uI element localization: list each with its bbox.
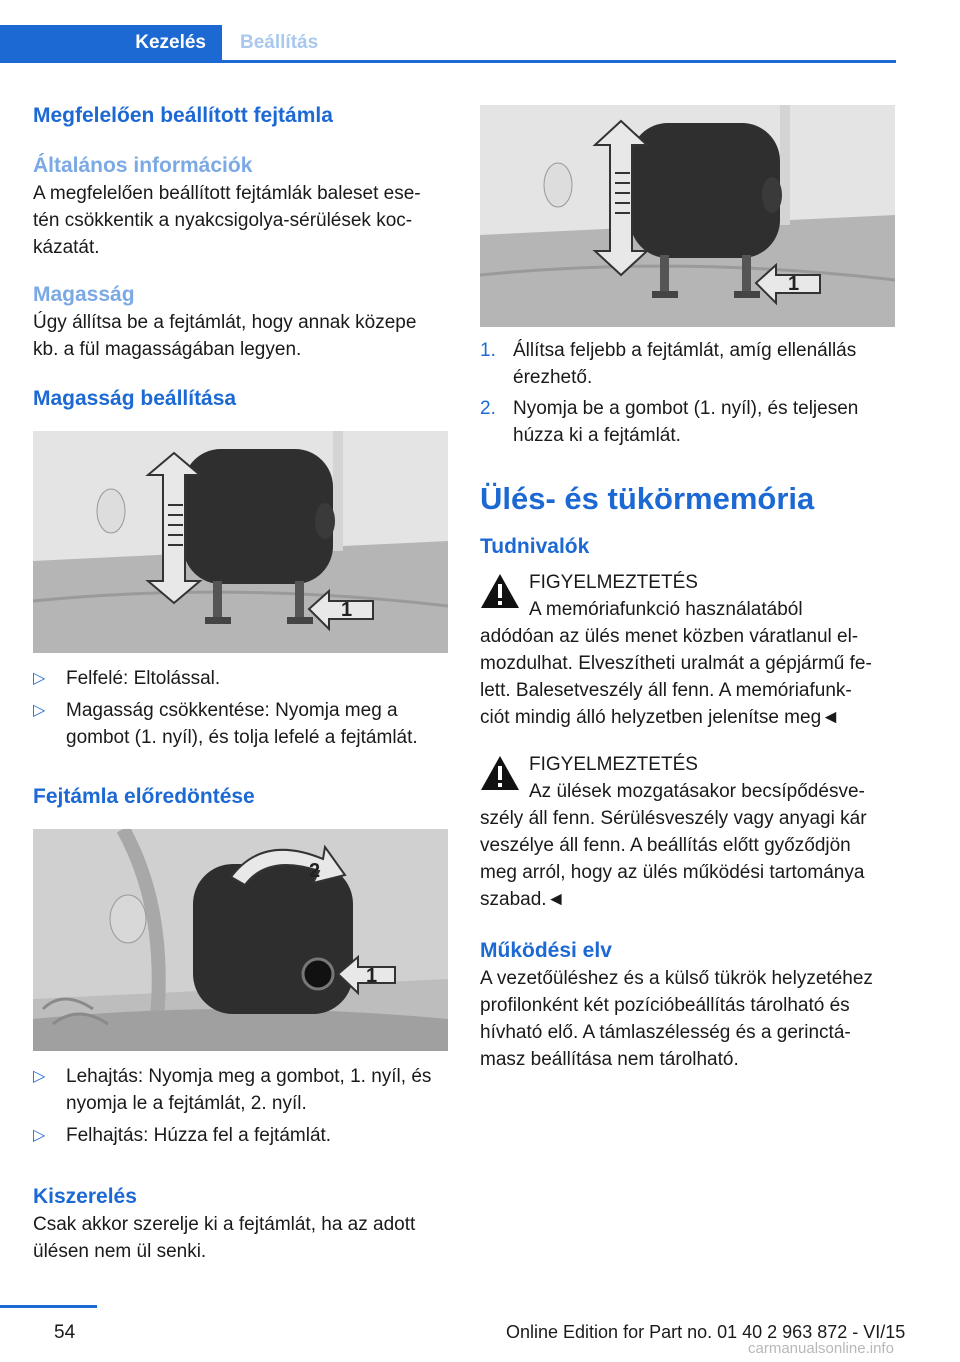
para-kiszereles — [33, 1211, 449, 1265]
list-item — [33, 697, 449, 751]
list-item — [33, 665, 449, 692]
heading-megfeleloen: Megfelelően beállított fejtámla — [33, 104, 333, 127]
subheading-mukodesi-elv: Működési elv — [480, 939, 612, 962]
figure-callout-2: 2 — [309, 860, 321, 882]
heading-ules-es-tukormemoria: Ülés- és tükörmemória — [480, 481, 815, 516]
section-tabs — [0, 0, 960, 62]
figure-callout-1: 1 — [341, 599, 353, 621]
header-rule — [0, 60, 896, 63]
right-column — [480, 105, 896, 1073]
text-line: húzza ki a fejtámlát. — [513, 425, 681, 446]
bullet-list-height — [33, 665, 449, 751]
text-line: Magasság csökkentése: Nyomja meg a — [66, 700, 398, 721]
text-line: meg arról, hogy az ülés működési tartománya — [480, 862, 865, 883]
headrest-removal-illustration — [480, 105, 895, 327]
warning-title: FIGYELMEZTETÉS — [529, 572, 698, 593]
text-line: nyomja le a fejtámlát, 2. nyíl. — [66, 1093, 307, 1114]
text-line: szély áll fenn. Sérülésveszély vagy anyagi kár — [480, 808, 867, 829]
tab-beallitas[interactable]: Beállítás — [222, 25, 896, 61]
list-item — [480, 395, 896, 449]
triangle-bullet-icon: ▷ — [33, 670, 46, 687]
text-line: Az ülések mozgatásakor becsípődésve- — [529, 781, 865, 802]
heading-eloredontese: Fejtámla előredöntése — [33, 785, 255, 808]
text-line: Úgy állítsa be a fejtámlát, hogy annak közepe — [33, 312, 417, 333]
text-line: gombot (1. nyíl), és tolja lefelé a fejtámlát. — [66, 727, 418, 748]
text-line: érezhető. — [513, 367, 593, 388]
para-altalanos — [33, 180, 449, 261]
text-line: A vezetőüléshez és a külső tükrök helyzetéhez — [480, 968, 873, 989]
warning-triangle-icon — [480, 573, 520, 609]
left-column — [33, 98, 449, 1265]
para-mukodesi-elv — [480, 965, 896, 1073]
footer-rule — [0, 1305, 97, 1308]
headrest-tilt-illustration — [33, 829, 448, 1051]
subheading-altalanos: Általános információk — [33, 154, 253, 177]
text-line: A memóriafunkció használatából — [529, 599, 803, 620]
numbered-steps — [480, 337, 896, 449]
step-number: 1. — [480, 340, 496, 361]
warning-box-memory — [480, 569, 896, 731]
text-line: mozdulhat. Elveszítheti uralmát a gépjármű fe- — [480, 653, 872, 674]
text-line: veszélye áll fenn. A beállítás előtt győződjön — [480, 835, 851, 856]
headrest-height-illustration — [33, 431, 448, 653]
triangle-bullet-icon: ▷ — [33, 1068, 46, 1085]
text-line: szabad.◄ — [480, 889, 566, 910]
figure-headrest-removal — [480, 105, 895, 327]
text-line: profilonként két pozícióbeállítás tárolható és — [480, 995, 850, 1016]
text-line: Csak akkor szerelje ki a fejtámlát, ha az adott — [33, 1214, 416, 1235]
figure-headrest-tilt — [33, 829, 448, 1051]
text-line: Felfelé: Eltolással. — [66, 668, 221, 689]
warning-triangle-icon — [480, 755, 520, 791]
text-line: A megfelelően beállított fejtámlák baleset ese- — [33, 183, 421, 204]
text-line: Állítsa feljebb a fejtámlát, amíg ellenállás — [513, 340, 857, 361]
text-line: kb. a fül magasságában legyen. — [33, 339, 302, 360]
triangle-bullet-icon: ▷ — [33, 1127, 46, 1144]
bullet-list-tilt — [33, 1063, 449, 1149]
warning-box-pinching — [480, 751, 896, 913]
text-line: lett. Balesetveszély áll fenn. A memóriafunk- — [480, 680, 852, 701]
step-number: 2. — [480, 398, 496, 419]
list-item — [480, 337, 896, 391]
figure-callout-1: 1 — [788, 273, 800, 295]
text-line: ülésen nem ül senki. — [33, 1241, 207, 1262]
list-item — [33, 1122, 449, 1149]
tab-kezeles[interactable]: Kezelés — [0, 25, 222, 61]
watermark: carmanualsonline.info — [748, 1340, 894, 1357]
text-line: adódóan az ülés menet közben váratlanul el- — [480, 626, 859, 647]
figure-callout-1: 1 — [366, 965, 378, 987]
page-number: 54 — [54, 1322, 76, 1343]
text-line: hívható elő. A támlaszélesség és a gerinctá- — [480, 1022, 851, 1043]
text-line: Lehajtás: Nyomja meg a gombot, 1. nyíl, és — [66, 1066, 432, 1087]
text-line: ciót mindig álló helyzetben jelenítse meg◄ — [480, 707, 840, 728]
text-line: Felhajtás: Húzza fel a fejtámlát. — [66, 1125, 332, 1146]
edition-text: Online Edition for Part no. 01 40 2 963 872 - VI/15 — [506, 1322, 906, 1342]
list-item — [33, 1063, 449, 1117]
subheading-magassag: Magasság — [33, 283, 135, 306]
warning-title: FIGYELMEZTETÉS — [529, 754, 698, 775]
text-line: tén csökkentik a nyakcsigolya-sérülések koc- — [33, 210, 413, 231]
text-line: Nyomja be a gombot (1. nyíl), és teljesen — [513, 398, 859, 419]
heading-magassag-beallitasa: Magasság beállítása — [33, 387, 237, 410]
text-line: kázatát. — [33, 237, 100, 258]
subheading-tudnivalok: Tudnivalók — [480, 535, 590, 558]
text-line: masz beállítása nem tárolható. — [480, 1049, 739, 1070]
para-magassag — [33, 309, 449, 363]
figure-headrest-height — [33, 431, 448, 653]
subheading-kiszereles: Kiszerelés — [33, 1185, 137, 1208]
triangle-bullet-icon: ▷ — [33, 702, 46, 719]
